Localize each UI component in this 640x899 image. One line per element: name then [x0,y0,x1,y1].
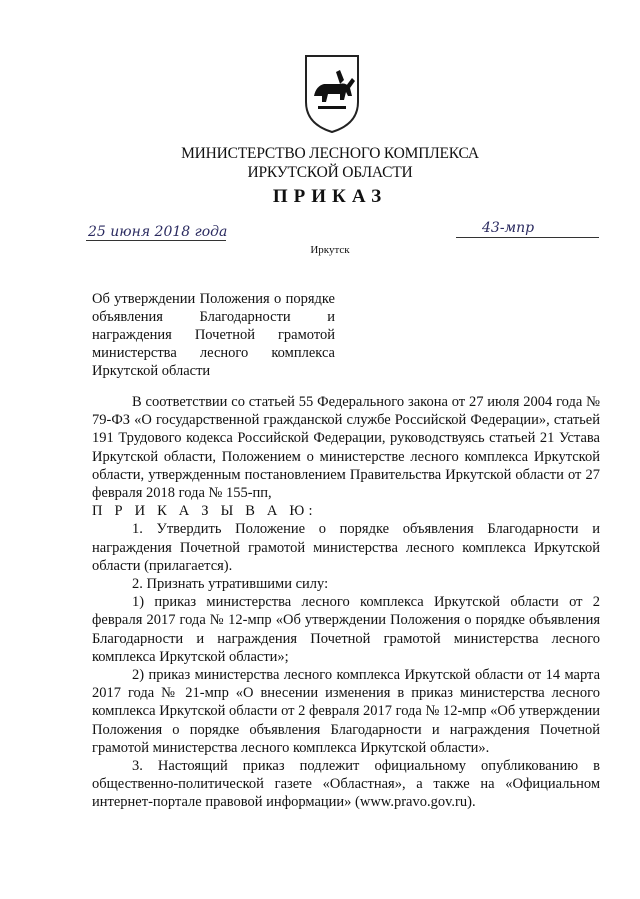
document-title: ПРИКАЗ [272,186,388,207]
handwritten-number: 43-мпр [482,220,535,236]
number-underline [456,237,599,238]
item-1: 1. Утвердить Положение о порядке объявления Благодарности и награждения Почетной грамотой министерства лесного комплекса Иркутской области (прилагается). [92,521,600,574]
handwritten-date: 25 июня 2018 года [88,224,228,240]
city-label: Иркутск [310,244,350,256]
item-2-1: 1) приказ министерства лесного комплекса Иркутской области от 2 февраля 2017 года № 12-мпр «Об утверждении Положения о порядке объявления Благодарности и награждения Почетной грамотой министерства лесного комплекса Иркутской области»; [92,594,600,665]
order-body [92,393,600,812]
ministry-name-line1: МИНИСТЕРСТВО ЛЕСНОГО КОМПЛЕКСА [181,145,479,162]
order-heading: П Р И К А З Ы В А Ю: [92,503,317,520]
item-3: 3. Настоящий приказ подлежит официальному опубликованию в общественно-политической газете «Областная», а также на «Официальном интернет-портале правовой информации» (www.pravo.gov.ru). [92,758,600,811]
item-2-2: 2) приказ министерства лесного комплекса Иркутской области от 14 марта 2017 года № 21-мпр «О внесении изменения в приказ министерства лесного комплекса Иркутской области от 2 февраля 2017 года № 12-мпр «Об утверждении Положения о порядке объявления Благодарности и награждения Почетной грамотой министерства лесного комплекса Иркутской области». [92,667,600,756]
item-2: 2. Признать утратившими силу: [132,576,329,593]
coat-of-arms-emblem [300,52,364,136]
intro-paragraph: В соответствии со статьей 55 Федерального закона от 27 июля 2004 года № 79-ФЗ «О государственной гражданской службе Российской Федерации», статьей 191 Трудового кодекса Российской Федерации, руководствуясь статьей 21 Устава Иркутской области, Положением о министерстве лесного комплекса Иркутской области, утвержденным постановлением Правительства Иркутской области от 27 февраля 2018 года № 155-пп, [92,394,600,502]
date-underline [86,240,226,241]
order-subject: Об утверждении Положения о порядке объявления Благодарности и награждения Почетной грамотой министерства лесного комплекса Иркутской области [92,291,335,379]
ministry-name-line2: ИРКУТСКОЙ ОБЛАСТИ [247,164,413,181]
